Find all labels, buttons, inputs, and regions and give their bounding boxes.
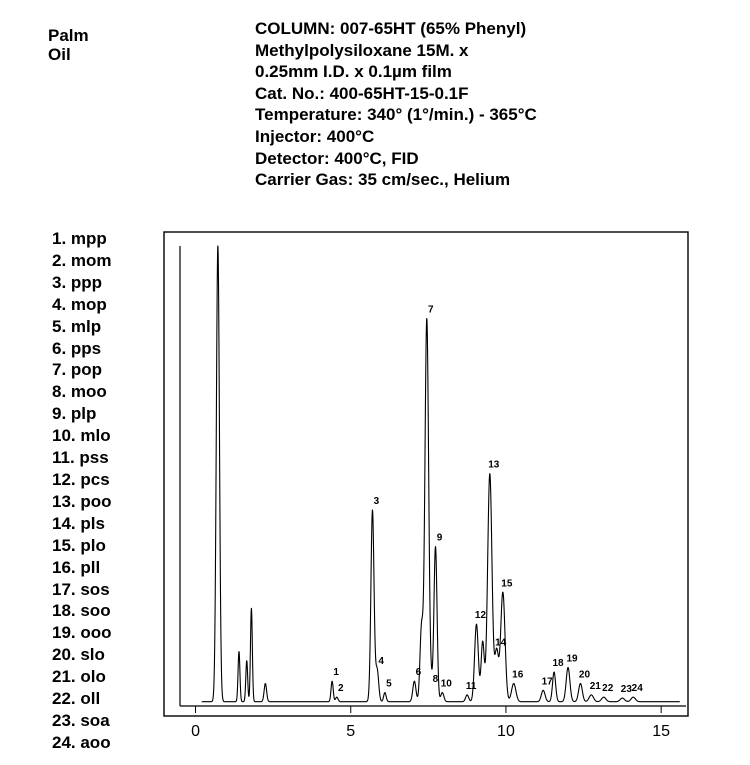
peak-label-4: 4 [378,655,384,667]
peak-label-21: 21 [589,680,601,692]
peak-label-20: 20 [578,669,591,681]
spec-dimensions: 0.25mm I.D. x 0.1µm film [255,62,452,82]
spec-injector: Injector: 400°C [255,126,375,146]
legend-item-13: 13. poo [52,491,112,511]
peak-label-17: 17 [541,676,553,688]
peak-label-19: 19 [566,653,578,665]
legend-item-15: 15. plo [52,535,106,555]
chart-frame [164,232,688,716]
legend-item-24: 24. aoo [52,732,111,752]
spec-carrier-gas: Carrier Gas: 35 cm/sec., Helium [255,170,511,190]
legend-item-20: 20. slo [52,645,105,665]
legend-item-11: 11. pss [52,448,109,468]
peak-label-11: 11 [465,680,477,692]
peak-label-12: 12 [474,610,487,622]
peak-label-23: 23 [620,684,632,696]
legend-item-5: 5. mlp [52,316,102,336]
x-ticks [191,706,670,740]
peak-label-24: 24 [631,683,643,695]
peak-label-16: 16 [512,669,524,681]
spec-detector: Detector: 400°C, FID [255,148,419,168]
sample-name-line-2: Oil [48,45,71,64]
legend-item-1: 1. mpp [52,229,107,248]
legend-item-17: 17. sos [52,579,110,599]
peak-label-10: 10 [440,678,452,690]
peak-label-2: 2 [337,683,344,695]
legend-item-3: 3. ppp [52,272,103,292]
legend-item-14: 14. pls [52,513,105,533]
legend-item-12: 12. pcs [52,469,110,489]
legend-item-8: 8. moo [52,382,107,402]
x-tick-label: 0 [191,723,200,740]
legend-item-16: 16. pll [52,557,101,577]
legend-item-6: 6. pps [52,338,102,358]
peak-label-22: 22 [602,683,614,695]
peak-label-15: 15 [501,578,513,590]
spec-phase: Methylpolysiloxane 15M. x [255,40,469,60]
spec-cat-no: Cat. No.: 400-65HT-15-0.1F [255,83,469,103]
column-specs [255,18,537,191]
legend-item-23: 23. soa [52,710,110,730]
x-tick-label: 10 [497,723,515,740]
peak-label-3: 3 [373,496,380,508]
x-tick-label: 15 [652,723,671,740]
sample-name-line-1: Palm [48,26,89,45]
peak-label-5: 5 [386,678,392,690]
legend-item-9: 9. plp [52,404,97,424]
legend-item-21: 21. olo [52,667,106,687]
x-tick-label: 5 [346,723,356,740]
legend-item-19: 19. ooo [52,623,112,643]
spec-column: COLUMN: 007-65HT (65% Phenyl) [255,19,527,38]
spec-temperature: Temperature: 340° (1°/min.) - 365°C [255,105,537,125]
legend-item-18: 18. soo [52,601,111,621]
peak-label-6: 6 [415,667,422,679]
peak-label-1: 1 [333,667,339,679]
chromatogram [160,228,690,748]
legend-item-4: 4. mop [52,294,107,314]
peak-label-18: 18 [552,658,564,670]
legend-item-10: 10. mlo [52,426,111,446]
peak-label-8: 8 [432,674,439,686]
peak-label-13: 13 [488,459,500,471]
chromatogram-trace [202,246,680,702]
legend-item-2: 2. mom [52,250,112,270]
peak-legend [52,228,112,754]
peak-label-7: 7 [428,304,434,316]
legend-item-7: 7. pop [52,360,103,380]
peak-label-9: 9 [436,532,443,544]
sample-name [48,26,89,64]
legend-item-22: 22. oll [52,689,101,709]
peak-label-14: 14 [495,637,507,649]
